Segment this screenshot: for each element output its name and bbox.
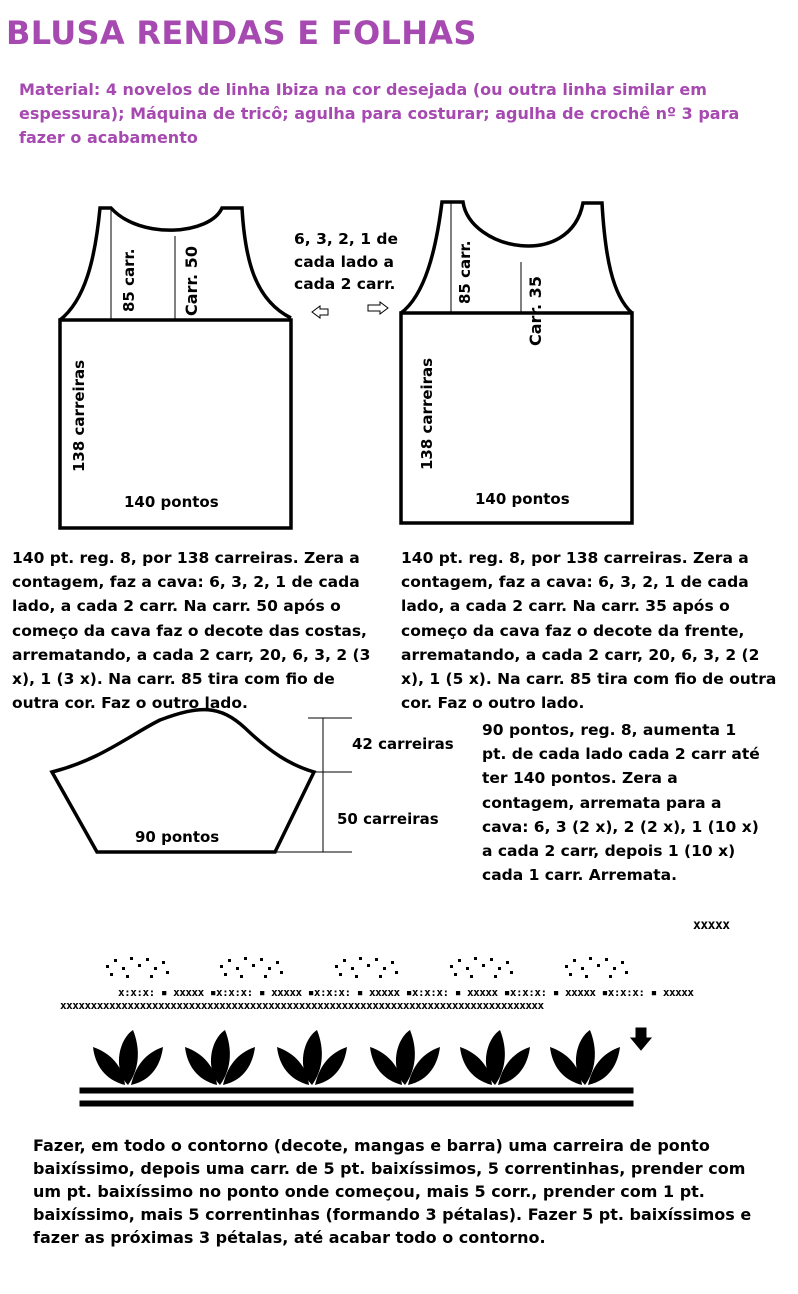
back-piece-diagram: [60, 208, 291, 528]
armhole-note: 6, 3, 2, 1 de cada lado a cada 2 carr.: [294, 230, 398, 293]
sleeve-top-rows-label: 42 carreiras: [352, 735, 454, 753]
chart-petal-row: x:x:x: ▪ xxxxx ▪x:x:x: ▪ xxxxx ▪x:x:x: ▪ xxxxx ▪x:x:x: ▪ xxxxx ▪x:x:x: ▪ xxxxx ▪x:x:x: ▪ xxxxx: [118, 986, 694, 999]
back-height-label: 85 carr.: [120, 248, 138, 312]
down-arrow-icon: [631, 1028, 651, 1050]
front-armhole-outline: [401, 202, 632, 313]
sleeve-instructions: 90 pontos, reg. 8, aumenta 1 pt. de cada lado cada 2 carr até ter 140 pontos. Zera a contagem, arremata para a cava: 6, 3 (2 x), 2 (2 x), 1 (10 x) a cada 2 carr, depois 1 (10 x) cada 1 carr. Arremata.: [482, 721, 760, 885]
leaf-border-chart: [80, 957, 651, 1106]
border-line-bottom: [80, 1101, 633, 1106]
chain-dot-clusters: [106, 957, 628, 978]
border-line-top: [80, 1088, 633, 1093]
front-rows-label: 138 carreiras: [418, 357, 436, 470]
page-title: BLUSA RENDAS E FOLHAS: [6, 14, 477, 52]
back-rows-label: 138 carreiras: [70, 359, 88, 472]
sleeve-bottom-rows-label: 50 carreiras: [337, 810, 439, 828]
sleeve-dimension-lines: [270, 718, 352, 852]
front-neck-label: Carr. 35: [526, 276, 545, 346]
left-arrow-icon: [312, 306, 328, 318]
armhole-arrows: [312, 302, 388, 318]
right-arrow-icon: [368, 302, 388, 314]
back-stitches-label: 140 pontos: [124, 493, 219, 511]
leaf-motifs: [93, 1030, 620, 1085]
sleeve-stitches-label: 90 pontos: [135, 828, 220, 846]
chart-base-row: xxxxxxxxxxxxxxxxxxxxxxxxxxxxxxxxxxxxxxxxxxxxxxxxxxxxxxxxxxxxxxxxxxxxxxxxxxxxxxx: [60, 999, 544, 1012]
chart-legend-x: xxxxx: [693, 918, 730, 933]
front-height-label: 85 carr.: [456, 240, 474, 304]
back-neck-label: Carr. 50: [182, 246, 201, 316]
back-instructions: 140 pt. reg. 8, por 138 carreiras. Zera a contagem, faz a cava: 6, 3, 2, 1 de cada lado, a cada 2 carr. Na carr. 50 após o começo da cava faz o decote das costas, arrematando, a cada 2 carr, 20, 6, 3, 2 (3 x), 1 (3 x). Na carr. 85 tira com fio de outra cor. Faz o outro lado.: [12, 549, 371, 713]
front-stitches-label: 140 pontos: [475, 490, 570, 508]
material-text: Material: 4 novelos de linha Ibiza na cor desejada (ou outra linha similar em espessura); Máquina de tricô; agulha para costurar; agulha de crochê nº 3 para fazer o acabamento: [19, 80, 740, 147]
finishing-instructions: Fazer, em todo o contorno (decote, mangas e barra) uma carreira de ponto baixíssimo, depois uma carr. de 5 pt. baixíssimos, 5 correntinhas, prender com um pt. baixíssimo no ponto onde começou, mais 5 corr., prender com 1 pt. baixíssimo, mais 5 correntinhas (formando 3 pétalas). Fazer 5 pt. baixíssimos e fazer as próximas 3 pétalas, até acabar todo o contorno.: [33, 1136, 752, 1247]
front-instructions: 140 pt. reg. 8, por 138 carreiras. Zera a contagem, faz a cava: 6, 3, 2, 1 de cada lado, a cada 2 carr. Na carr. 35 após o começo da cava faz o decote da frente, arrematando, a cada 2 carr, 20, 6, 3, 2 (2 x), 1 (5 x). Na carr. 85 tira com fio de outra cor. Faz o outro lado.: [401, 549, 777, 713]
